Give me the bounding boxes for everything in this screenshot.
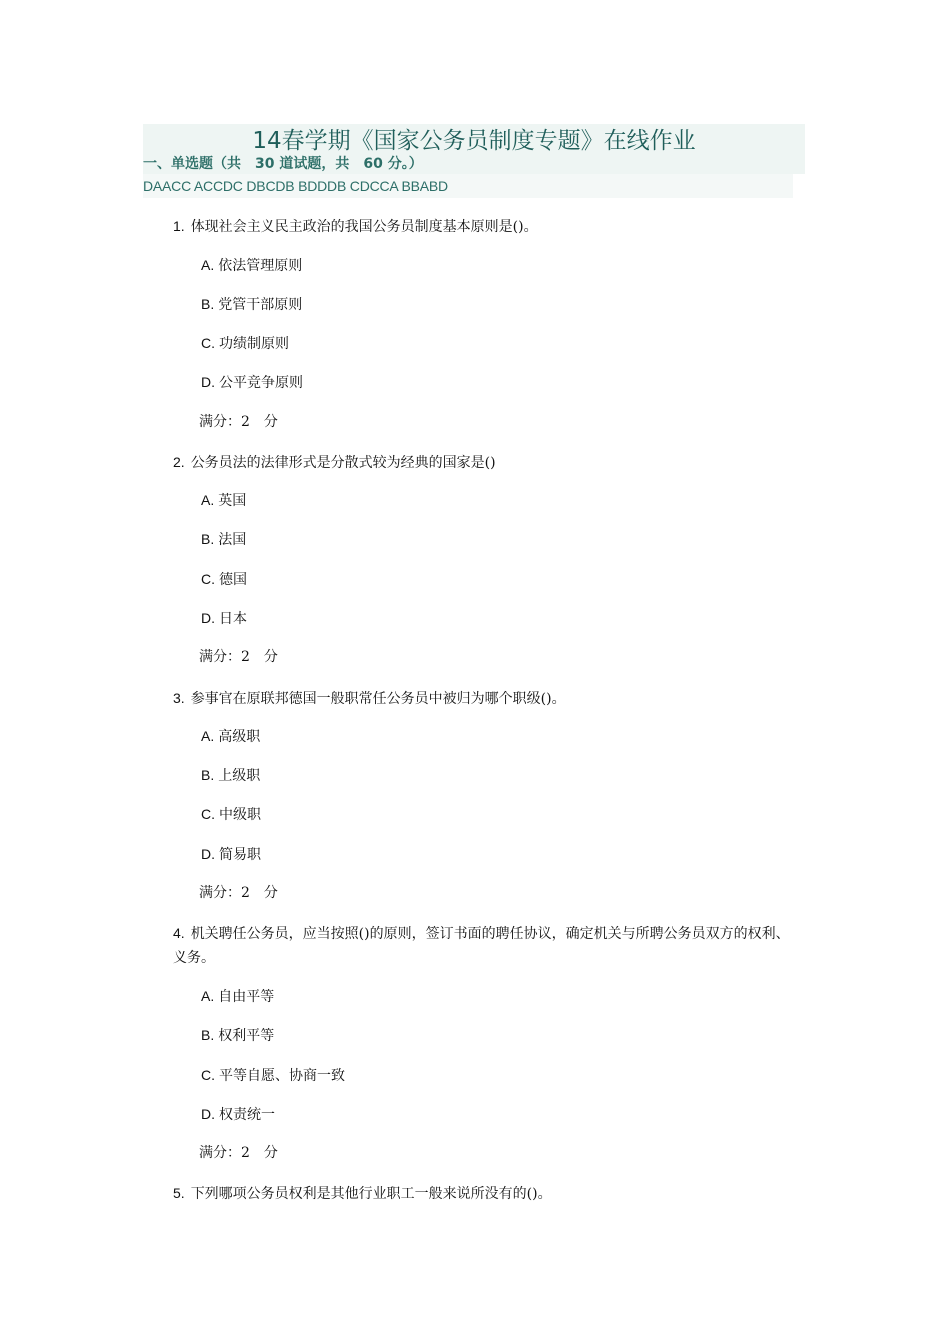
option-4b (201, 1025, 274, 1046)
question-2 (173, 450, 798, 475)
option-letter: A. (201, 257, 215, 273)
option-letter: B. (201, 767, 215, 783)
option-4d (201, 1104, 275, 1125)
question-text: 参事官在原联邦德国一般职常任公务员中被归为哪个职级()。 (190, 691, 566, 707)
question-number: 1. (173, 218, 185, 234)
question-number: 4. (173, 925, 185, 941)
option-letter: D. (201, 374, 215, 390)
option-letter: B. (201, 1027, 215, 1043)
score-1: 满分：2 分 (199, 414, 278, 430)
option-1b (201, 294, 302, 315)
option-2c (201, 569, 247, 590)
option-text: 简易职 (219, 847, 261, 863)
option-text: 日本 (219, 611, 247, 627)
question-4 (173, 921, 798, 970)
option-text: 权利平等 (218, 1028, 275, 1044)
section-header: 一、单选题（共 30 道试题，共 60 分。） (143, 156, 423, 172)
option-text: 高级职 (218, 729, 261, 745)
option-letter: B. (201, 531, 215, 547)
option-4c (201, 1065, 345, 1086)
question-number: 2. (173, 454, 185, 470)
option-text: 权责统一 (219, 1107, 275, 1123)
option-3b (201, 765, 260, 786)
option-letter: C. (201, 335, 215, 351)
option-3d (201, 844, 261, 865)
option-text: 平等自愿、协商一致 (219, 1068, 345, 1084)
option-letter: B. (201, 296, 215, 312)
option-letter: A. (201, 728, 215, 744)
question-text: 公务员法的法律形式是分散式较为经典的国家是() (190, 455, 496, 471)
option-letter: D. (201, 610, 215, 626)
option-text: 法国 (218, 532, 247, 548)
option-4a (201, 986, 274, 1007)
option-letter: C. (201, 571, 215, 587)
question-1 (173, 214, 798, 239)
question-number: 5. (173, 1185, 185, 1201)
option-text: 党管干部原则 (218, 297, 303, 313)
question-number: 3. (173, 690, 185, 706)
score-3: 满分：2 分 (199, 885, 278, 901)
option-text: 依法管理原则 (218, 258, 303, 274)
option-1c (201, 333, 289, 354)
question-3 (173, 686, 798, 711)
option-2a (201, 490, 246, 511)
option-text: 德国 (219, 572, 247, 588)
option-1d (201, 372, 303, 393)
question-text: 机关聘任公务员，应当按照()的原则，签订书面的聘任协议，确定机关与所聘公务员双方的权利、义务。 (173, 926, 790, 966)
question-text: 体现社会主义民主政治的我国公务员制度基本原则是()。 (190, 219, 538, 235)
page-title: 14春学期《国家公务员制度专题》在线作业 (252, 128, 696, 154)
option-2b (201, 529, 246, 550)
option-text: 功绩制原则 (219, 336, 289, 352)
option-letter: D. (201, 846, 215, 862)
option-text: 英国 (218, 493, 247, 509)
option-letter: C. (201, 1067, 215, 1083)
question-text: 下列哪项公务员权利是其他行业职工一般来说所没有的()。 (190, 1186, 552, 1202)
option-text: 公平竞争原则 (219, 375, 303, 391)
option-letter: D. (201, 1106, 215, 1122)
question-5 (173, 1181, 798, 1206)
option-text: 上级职 (218, 768, 261, 784)
answer-key: DAACC ACCDC DBCDB BDDDB CDCCA BBABD (143, 178, 448, 194)
option-text: 中级职 (219, 807, 261, 823)
option-letter: A. (201, 492, 215, 508)
option-3a (201, 726, 260, 747)
option-2d (201, 608, 247, 629)
option-1a (201, 255, 302, 276)
option-text: 自由平等 (218, 989, 275, 1005)
score-2: 满分：2 分 (199, 649, 278, 665)
option-3c (201, 804, 261, 825)
option-letter: A. (201, 988, 215, 1004)
option-letter: C. (201, 806, 215, 822)
score-4: 满分：2 分 (199, 1145, 278, 1161)
